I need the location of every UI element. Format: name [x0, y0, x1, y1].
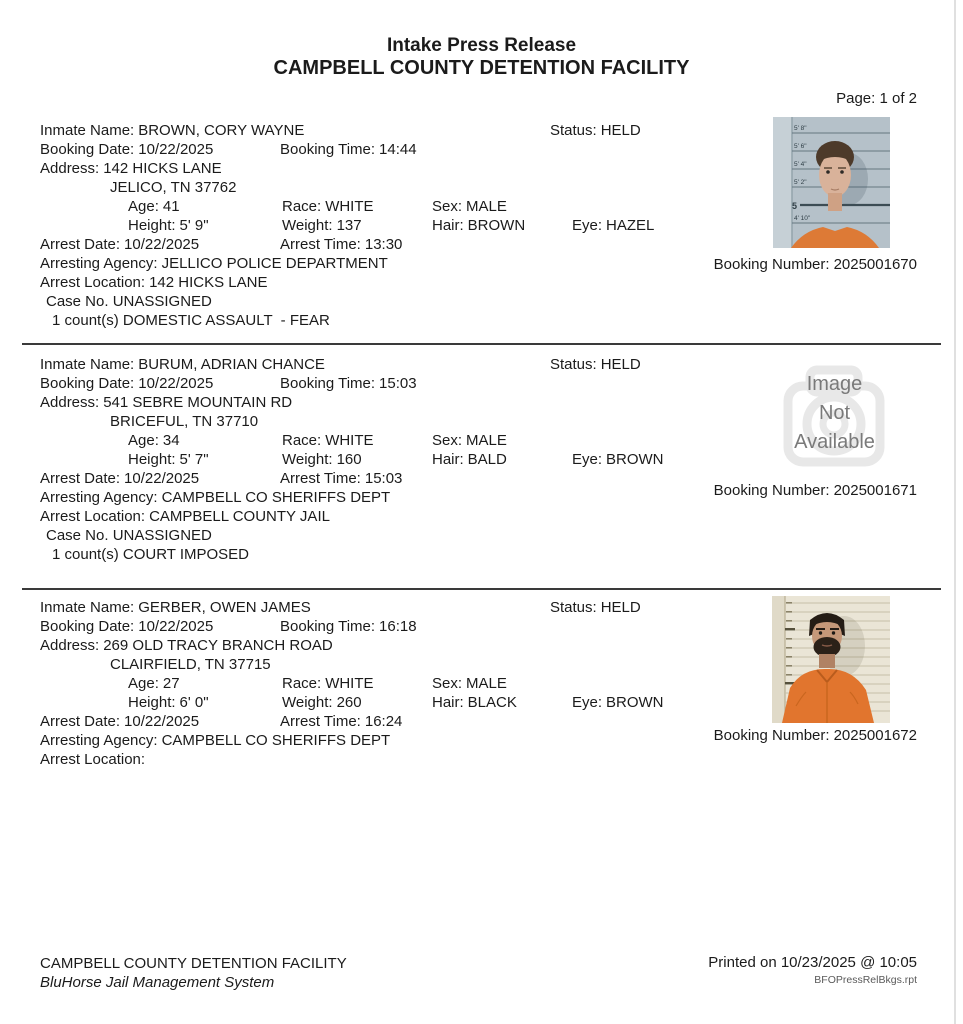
eye-value: HAZEL — [606, 217, 655, 234]
booking-number-1 — [714, 256, 917, 273]
weight-field — [282, 217, 362, 234]
arrest-date-label: Arrest Date: — [40, 470, 121, 487]
arrest-date-value: 10/22/2025 — [124, 470, 200, 487]
sex-field — [432, 432, 507, 449]
race-field — [282, 432, 374, 449]
arrest-location-value: 142 HICKS LANE — [149, 274, 268, 291]
arrest-time-label: Arrest Time: — [280, 713, 361, 730]
placeholder-line: Not — [818, 402, 851, 424]
eye-label: Eye: — [572, 217, 603, 234]
booking-time-field — [280, 141, 417, 158]
sex-label: Sex: — [432, 675, 463, 692]
arrest-location-label: Arrest Location: — [40, 508, 146, 525]
status-label: Status: — [550, 122, 597, 139]
printed-timestamp: Printed on 10/23/2025 @ 10:05 — [708, 954, 917, 971]
inmate-name-label: Inmate Name: — [40, 122, 135, 139]
page-number: Page: 1 of 2 — [836, 90, 917, 107]
eye-field — [572, 694, 664, 711]
sex-field — [432, 675, 507, 692]
eye-field — [572, 217, 654, 234]
page-edge-line — [954, 0, 956, 1024]
arrest-time-field — [280, 236, 402, 253]
status-label: Status: — [550, 599, 597, 616]
report-header — [0, 34, 963, 80]
booking-number-value: 2025001672 — [833, 727, 917, 744]
weight-value: 137 — [336, 217, 362, 234]
arresting-agency-value: CAMPBELL CO SHERIFFS DEPT — [161, 489, 391, 506]
address-label: Address: — [40, 394, 100, 411]
weight-label: Weight: — [282, 217, 333, 234]
race-value: WHITE — [325, 675, 374, 692]
address-value: 269 OLD TRACY BRANCH ROAD — [103, 637, 333, 654]
inmate-name-label: Inmate Name: — [40, 356, 135, 373]
height-marker: 5' 6" — [794, 143, 807, 150]
address-field — [40, 637, 333, 654]
hair-field — [432, 217, 525, 234]
weight-label: Weight: — [282, 451, 333, 468]
status-field — [550, 356, 641, 373]
arresting-agency-value: JELLICO POLICE DEPARTMENT — [161, 255, 388, 272]
inmate-name-field — [40, 599, 311, 616]
inmate-name-field — [40, 122, 304, 139]
height-field — [128, 217, 209, 234]
arresting-agency-field — [40, 255, 388, 272]
inmate-name-value: BURUM, ADRIAN CHANCE — [138, 356, 325, 373]
footer — [40, 954, 347, 992]
sex-label: Sex: — [432, 198, 463, 215]
inmate-name-field — [40, 356, 325, 373]
arrest-time-field — [280, 713, 402, 730]
race-label: Race: — [282, 432, 322, 449]
mugshot-image — [773, 117, 890, 248]
height-marker: 4' 10" — [794, 215, 811, 222]
height-label: Height: — [128, 694, 176, 711]
booking-number-value: 2025001670 — [833, 256, 917, 273]
weight-field — [282, 451, 362, 468]
address-city-line: JELICO, TN 37762 — [110, 179, 237, 196]
status-value: HELD — [600, 122, 641, 139]
record-divider — [22, 343, 941, 345]
race-value: WHITE — [325, 432, 374, 449]
height-field — [128, 451, 209, 468]
address-label: Address: — [40, 637, 100, 654]
arrest-location-field — [40, 751, 149, 768]
mugshot-photo-gerber — [772, 596, 890, 723]
arrest-time-field — [280, 470, 402, 487]
booking-number-3 — [714, 727, 917, 744]
weight-label: Weight: — [282, 694, 333, 711]
arrest-date-label: Arrest Date: — [40, 713, 121, 730]
height-field — [128, 694, 209, 711]
booking-date-field — [40, 618, 213, 635]
age-value: 34 — [162, 432, 180, 449]
eye-value: BROWN — [606, 694, 664, 711]
arresting-agency-label: Arresting Agency: — [40, 732, 158, 749]
age-value: 27 — [162, 675, 180, 692]
footer-system: BluHorse Jail Management System — [40, 974, 275, 991]
arrest-time-label: Arrest Time: — [280, 470, 361, 487]
age-field — [128, 675, 180, 692]
race-value: WHITE — [325, 198, 374, 215]
status-value: HELD — [600, 599, 641, 616]
mugshot-photo-brown — [773, 117, 890, 248]
age-field — [128, 432, 180, 449]
hair-field — [432, 694, 517, 711]
arrest-time-label: Arrest Time: — [280, 236, 361, 253]
status-value: HELD — [600, 356, 641, 373]
arrest-location-value: CAMPBELL COUNTY JAIL — [149, 508, 330, 525]
hair-value: BALD — [467, 451, 507, 468]
age-label: Age: — [128, 675, 159, 692]
record-divider — [22, 588, 941, 590]
arrest-location-field — [40, 274, 267, 291]
arrest-date-field — [40, 713, 199, 730]
address-city-line: BRICEFUL, TN 37710 — [110, 413, 259, 430]
height-label: Height: — [128, 217, 176, 234]
booking-time-value: 16:18 — [379, 618, 417, 635]
weight-value: 260 — [336, 694, 362, 711]
arrest-date-label: Arrest Date: — [40, 236, 121, 253]
weight-value: 160 — [336, 451, 362, 468]
booking-date-label: Booking Date: — [40, 141, 135, 158]
placeholder-line: Available — [794, 431, 875, 453]
booking-date-label: Booking Date: — [40, 375, 135, 392]
height-marker: 5 — [792, 201, 798, 211]
mugshot-image — [772, 596, 890, 723]
height-value: 5' 7" — [179, 451, 209, 468]
hair-label: Hair: — [432, 217, 464, 234]
race-label: Race: — [282, 198, 322, 215]
arresting-agency-field — [40, 489, 390, 506]
charge-line: 1 count(s) DOMESTIC ASSAULT - FEAR — [52, 312, 330, 329]
booking-time-field — [280, 618, 417, 635]
address-field — [40, 394, 292, 411]
arrest-date-field — [40, 470, 199, 487]
arresting-agency-label: Arresting Agency: — [40, 255, 158, 272]
inmate-name-label: Inmate Name: — [40, 599, 135, 616]
booking-time-value: 15:03 — [379, 375, 417, 392]
race-label: Race: — [282, 675, 322, 692]
age-label: Age: — [128, 198, 159, 215]
arrest-date-field — [40, 236, 199, 253]
sex-value: MALE — [466, 675, 507, 692]
arresting-agency-field — [40, 732, 390, 749]
booking-date-value: 10/22/2025 — [138, 141, 214, 158]
booking-number-value: 2025001671 — [833, 482, 917, 499]
arrest-time-value: 16:24 — [364, 713, 403, 730]
booking-number-label: Booking Number: — [713, 482, 830, 499]
booking-date-label: Booking Date: — [40, 618, 135, 635]
arresting-agency-label: Arresting Agency: — [40, 489, 158, 506]
booking-number-label: Booking Number: — [713, 727, 830, 744]
address-field — [40, 160, 222, 177]
image-not-available-text — [752, 370, 917, 457]
inmate-name-value: BROWN, CORY WAYNE — [138, 122, 305, 139]
arrest-location-field — [40, 508, 330, 525]
address-city-line: CLAIRFIELD, TN 37715 — [110, 656, 271, 673]
status-field — [550, 122, 641, 139]
booking-time-label: Booking Time: — [280, 141, 376, 158]
booking-date-value: 10/22/2025 — [138, 618, 214, 635]
booking-time-value: 14:44 — [379, 141, 417, 158]
placeholder-line: Image — [806, 373, 863, 395]
sex-value: MALE — [466, 432, 507, 449]
booking-number-2 — [714, 482, 917, 499]
eye-field — [572, 451, 664, 468]
sex-label: Sex: — [432, 432, 463, 449]
arresting-agency-value: CAMPBELL CO SHERIFFS DEPT — [161, 732, 391, 749]
address-label: Address: — [40, 160, 100, 177]
eye-value: BROWN — [606, 451, 664, 468]
height-marker: 5' 4" — [794, 161, 807, 168]
age-value: 41 — [162, 198, 180, 215]
eye-label: Eye: — [572, 451, 603, 468]
height-marker: 5' 8" — [794, 125, 807, 132]
booking-date-value: 10/22/2025 — [138, 375, 214, 392]
report-filename: BFOPressRelBkgs.rpt — [814, 974, 917, 986]
facility-title: CAMPBELL COUNTY DETENTION FACILITY — [273, 57, 690, 79]
height-marker: 5' 2" — [794, 179, 807, 186]
image-not-available — [752, 356, 917, 488]
race-field — [282, 675, 374, 692]
arrest-location-label: Arrest Location: — [40, 751, 146, 768]
hair-field — [432, 451, 507, 468]
hair-label: Hair: — [432, 451, 464, 468]
arrest-date-value: 10/22/2025 — [124, 236, 200, 253]
case-number-line: Case No. UNASSIGNED — [46, 527, 212, 544]
footer-facility: CAMPBELL COUNTY DETENTION FACILITY — [40, 955, 347, 972]
case-number-line: Case No. UNASSIGNED — [46, 293, 212, 310]
height-label: Height: — [128, 451, 176, 468]
booking-date-field — [40, 141, 213, 158]
report-title: Intake Press Release — [386, 35, 577, 56]
booking-time-label: Booking Time: — [280, 375, 376, 392]
arrest-date-value: 10/22/2025 — [124, 713, 200, 730]
booking-number-label: Booking Number: — [713, 256, 830, 273]
booking-time-field — [280, 375, 417, 392]
height-value: 6' 0" — [179, 694, 209, 711]
status-label: Status: — [550, 356, 597, 373]
arrest-location-label: Arrest Location: — [40, 274, 146, 291]
booking-date-field — [40, 375, 213, 392]
eye-label: Eye: — [572, 694, 603, 711]
arrest-time-value: 13:30 — [364, 236, 403, 253]
address-value: 142 HICKS LANE — [103, 160, 222, 177]
race-field — [282, 198, 374, 215]
address-value: 541 SEBRE MOUNTAIN RD — [103, 394, 293, 411]
age-label: Age: — [128, 432, 159, 449]
sex-field — [432, 198, 507, 215]
inmate-name-value: GERBER, OWEN JAMES — [138, 599, 311, 616]
booking-time-label: Booking Time: — [280, 618, 376, 635]
hair-value: BLACK — [467, 694, 517, 711]
hair-value: BROWN — [467, 217, 526, 234]
age-field — [128, 198, 180, 215]
arrest-time-value: 15:03 — [364, 470, 403, 487]
hair-label: Hair: — [432, 694, 464, 711]
height-value: 5' 9" — [179, 217, 209, 234]
weight-field — [282, 694, 362, 711]
sex-value: MALE — [466, 198, 507, 215]
status-field — [550, 599, 641, 616]
charge-line: 1 count(s) COURT IMPOSED — [52, 546, 249, 563]
